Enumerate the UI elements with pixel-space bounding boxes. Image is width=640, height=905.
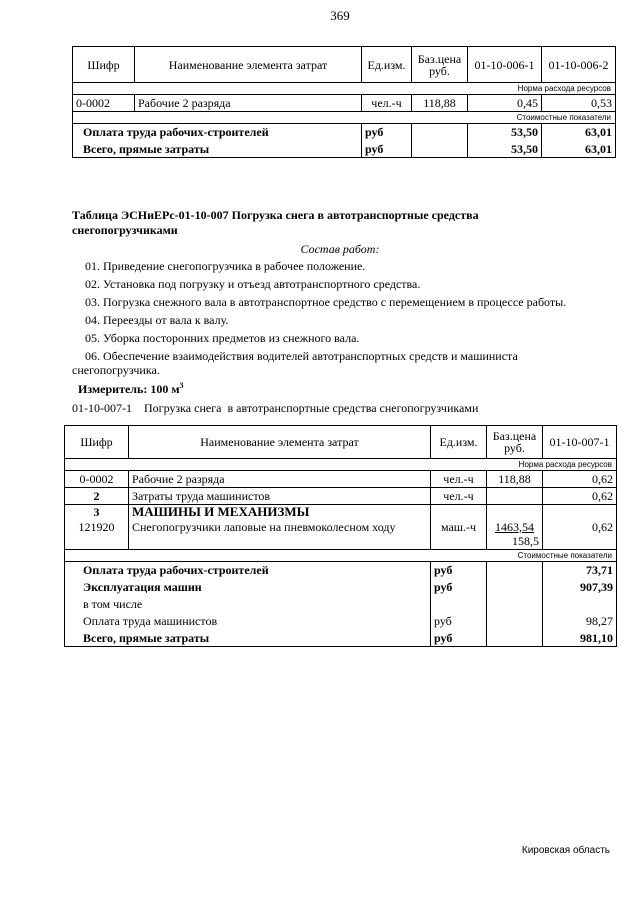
total-v1: 907,39 xyxy=(543,579,617,596)
cell-name: Рабочие 2 разряда xyxy=(129,471,431,488)
cell-price: 118,88 xyxy=(487,471,543,488)
total-name: Эксплуатация машин xyxy=(65,579,431,596)
col-header-price: Баз.цена руб. xyxy=(412,47,468,83)
table-1 xyxy=(72,46,616,158)
section-title-line1: Таблица ЭСНиЕРс-01-10-007 Погрузка снега в автотранспортные средства xyxy=(72,208,479,222)
totals-row xyxy=(65,630,617,647)
col-header-name: Наименование элемента затрат xyxy=(129,426,431,459)
section-title xyxy=(72,208,479,238)
col-header-price: Баз.цена руб. xyxy=(487,426,543,459)
works-item: 05. Уборка посторонних предметов из снежного вала. xyxy=(85,331,360,345)
cell-code: 121920 xyxy=(65,520,129,550)
section-title-line2: снегопогрузчиками xyxy=(72,223,178,237)
totals-row xyxy=(65,562,617,579)
col-header-code: Шифр xyxy=(65,426,129,459)
totals-row xyxy=(73,124,616,141)
cell-code: 0-0002 xyxy=(65,471,129,488)
total-unit: руб xyxy=(431,562,487,579)
total-v1: 98,27 xyxy=(543,613,617,630)
total-unit xyxy=(431,596,487,613)
machines-title: МАШИНЫ И МЕХАНИЗМЫ xyxy=(129,505,431,520)
works-item: 06. Обеспечение взаимодействия водителей автотранспортных средств и машиниста xyxy=(85,349,518,363)
totals-row xyxy=(65,613,617,630)
total-name: Оплата труда рабочих-строителей xyxy=(73,124,362,141)
cell-name: Снегопогрузчики лаповые на пневмоколесном ходу xyxy=(129,520,431,550)
norm-label: Норма расхода ресурсов xyxy=(65,459,617,471)
works-item: 01. Приведение снегопогрузчика в рабочее положение. xyxy=(85,259,366,273)
cell-unit: чел.-ч xyxy=(362,95,412,112)
machines-code: 3 xyxy=(65,505,129,520)
total-name: Оплата труда машинистов xyxy=(65,613,431,630)
cell-name: Рабочие 2 разряда xyxy=(135,95,362,112)
col-header-v2: 01-10-006-2 xyxy=(542,47,616,83)
measure-text: Измеритель: 100 м xyxy=(78,382,180,396)
cell-v2: 0,53 xyxy=(542,95,616,112)
total-unit: руб xyxy=(362,141,412,158)
works-item: 04. Переезды от вала к валу. xyxy=(85,313,229,327)
total-v2: 63,01 xyxy=(542,124,616,141)
total-v1: 53,50 xyxy=(468,124,542,141)
cell-unit: чел.-ч xyxy=(431,488,487,505)
works-title: Состав работ: xyxy=(300,242,380,256)
cell-unit: маш.-ч xyxy=(431,520,487,550)
measure-sup: 3 xyxy=(179,381,184,390)
total-v1: 53,50 xyxy=(468,141,542,158)
works-item: 03. Погрузка снежного вала в автотранспортное средство с перемещением в процессе работы. xyxy=(85,295,567,309)
cell-name: Затраты труда машинистов xyxy=(129,488,431,505)
cell-price xyxy=(487,488,543,505)
item-line: 01-10-007-1 Погрузка снега в автотранспортные средства снегопогрузчиками xyxy=(72,401,479,415)
cell-price: 118,88 xyxy=(412,95,468,112)
table-row xyxy=(65,471,617,488)
cost-label: Стоимостные показатели xyxy=(65,550,617,562)
measure-label xyxy=(78,381,184,397)
total-v1 xyxy=(543,596,617,613)
cell-price-sub: 158,5 xyxy=(512,533,539,548)
table-row xyxy=(73,95,616,112)
totals-row xyxy=(65,579,617,596)
total-unit: руб xyxy=(431,579,487,596)
total-unit: руб xyxy=(431,630,487,647)
total-name: Всего, прямые затраты xyxy=(73,141,362,158)
cell-code: 0-0002 xyxy=(73,95,135,112)
col-header-unit: Ед.изм. xyxy=(431,426,487,459)
cell-price xyxy=(487,520,543,550)
works-item: 02. Установка под погрузку и отъезд автотранспортного средства. xyxy=(85,277,421,291)
col-header-code: Шифр xyxy=(73,47,135,83)
cell-code: 2 xyxy=(65,488,129,505)
total-name: Оплата труда рабочих-строителей xyxy=(65,562,431,579)
cell-v1: 0,62 xyxy=(543,520,617,550)
col-header-unit: Ед.изм. xyxy=(362,47,412,83)
cell-price-main: 1463,54 xyxy=(495,519,534,534)
total-v1: 73,71 xyxy=(543,562,617,579)
cell-unit: чел.-ч xyxy=(431,471,487,488)
total-unit: руб xyxy=(362,124,412,141)
cell-v1: 0,62 xyxy=(543,488,617,505)
total-name: Всего, прямые затраты xyxy=(65,630,431,647)
total-v1: 981,10 xyxy=(543,630,617,647)
total-v2: 63,01 xyxy=(542,141,616,158)
norm-label: Норма расхода ресурсов xyxy=(73,83,616,95)
col-header-v1: 01-10-007-1 xyxy=(543,426,617,459)
totals-row xyxy=(73,141,616,158)
table-row xyxy=(65,488,617,505)
col-header-v1: 01-10-006-1 xyxy=(468,47,542,83)
footer-region: Кировская область xyxy=(521,845,610,856)
page-number: 369 xyxy=(330,8,350,23)
col-header-name: Наименование элемента затрат xyxy=(135,47,362,83)
machines-header-row xyxy=(65,505,617,520)
totals-row xyxy=(65,596,617,613)
cost-label: Стоимостные показатели xyxy=(73,112,616,124)
total-unit: руб xyxy=(431,613,487,630)
works-item: снегопогрузчика. xyxy=(72,363,160,377)
table-2 xyxy=(64,425,617,647)
cell-v1: 0,45 xyxy=(468,95,542,112)
table-row xyxy=(65,520,617,550)
total-name: в том числе xyxy=(65,596,431,613)
cell-v1: 0,62 xyxy=(543,471,617,488)
